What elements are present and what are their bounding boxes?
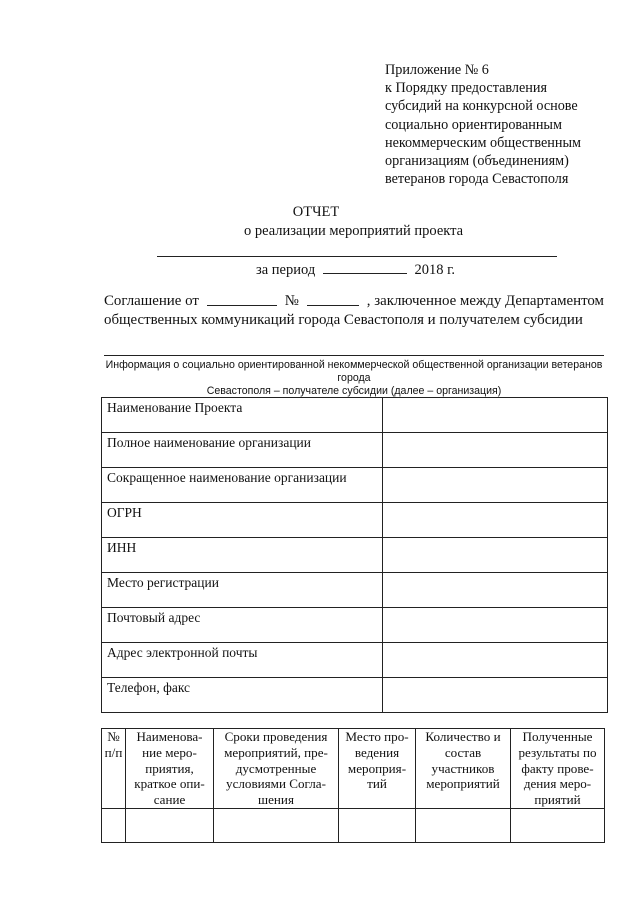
header-text: состав [444,744,482,760]
header-text: мероприя- [347,760,407,776]
project-name-blank [157,256,557,257]
appendix-line: субсидий на конкурсной основе [385,98,578,115]
organization-info-caption [104,359,604,398]
header-text: условиями Согла- [226,776,326,792]
table-row [102,808,605,842]
header-text: Полученные [522,729,593,744]
agreement-text [104,292,604,330]
header-cell-location [339,729,416,809]
report-title: ОТЧЕТ [292,204,340,220]
header-text: Количество и [425,729,501,744]
table-row [102,398,608,433]
organization-blank-line [104,355,604,356]
header-cell-participants [416,729,511,809]
empty-cell[interactable] [214,808,339,842]
row-label: ИНН [102,538,383,573]
events-header-row [102,729,605,809]
info-line-1: Информация о социально ориентированной некоммерческой общественной организации ветеранов города [105,359,603,384]
table-row [102,503,608,538]
row-label: Наименование Проекта [102,398,383,433]
agreement-from-label: Соглашение от [104,293,199,309]
header-text: сание [153,792,186,808]
header-text: мероприятий, пре- [224,744,328,760]
agreement-number-label: № [284,293,299,309]
empty-cell[interactable] [511,808,605,842]
row-label: Полное наименование организации [102,433,383,468]
appendix-line: социально ориентированным [385,116,562,133]
row-label: Телефон, факс [102,678,383,713]
header-text: результаты по [518,744,597,760]
appendix-line: организациям (объединениям) [385,153,569,170]
header-text: тий [367,776,387,792]
header-text: дения меро- [523,776,592,792]
header-text: шения [258,792,294,808]
header-text: краткое опи- [134,776,205,792]
empty-cell[interactable] [102,808,126,842]
empty-cell[interactable] [339,808,416,842]
period-prefix: за период [256,262,316,278]
row-label: ОГРН [102,503,383,538]
header-text: Место про- [345,729,409,744]
header-text: Наименова- [136,729,203,744]
table-row [102,643,608,678]
header-text: п/п [104,744,123,760]
row-value-cell[interactable] [383,433,608,468]
row-value-cell[interactable] [383,538,608,573]
row-label: Почтовый адрес [102,608,383,643]
row-value-cell[interactable] [383,503,608,538]
header-cell-results [511,729,605,809]
row-value-cell[interactable] [383,608,608,643]
header-text: участников [431,760,495,776]
appendix-line: Приложение № 6 [385,62,489,78]
agreement-line-2: общественных коммуникаций города Севастополя и получателем субсидии [104,312,583,328]
table-row [102,573,608,608]
header-text: Сроки проведения [224,729,328,744]
table-row [102,433,608,468]
row-value-cell[interactable] [383,398,608,433]
header-text: ведения [354,744,400,760]
header-cell-name [126,729,214,809]
table-row [102,538,608,573]
header-text: мероприятий [426,776,500,792]
row-value-cell[interactable] [383,573,608,608]
header-text: приятия, [145,760,194,776]
row-value-cell[interactable] [383,468,608,503]
info-line-2: Севастополя – получателе субсидии (далее – организация) [206,385,502,397]
agreement-date-blank [207,292,277,306]
appendix-block [385,61,581,188]
row-value-cell[interactable] [383,678,608,713]
report-subtitle: о реализации мероприятий проекта [244,223,464,239]
row-label: Место регистрации [102,573,383,608]
header-text: ние меро- [142,744,197,760]
agreement-number-blank [307,292,359,306]
header-cell-number [102,729,126,809]
row-label: Адрес электронной почты [102,643,383,678]
header-text: № [107,729,120,744]
empty-cell[interactable] [416,808,511,842]
period-year: 2018 г. [414,262,456,278]
events-table [101,728,605,843]
header-text: дусмотренные [235,760,317,776]
empty-cell[interactable] [126,808,214,842]
report-period [256,259,455,279]
table-row [102,678,608,713]
header-text: приятий [534,792,581,808]
appendix-line: к Порядку предоставления [385,80,547,97]
organization-table [101,397,608,713]
row-value-cell[interactable] [383,643,608,678]
appendix-line: ветеранов города Севастополя [385,171,569,188]
appendix-line: некоммерческим общественным [385,134,581,151]
header-cell-dates [214,729,339,809]
period-blank [323,259,407,274]
agreement-between-text: , заключенное между Департаментом [366,293,604,309]
header-text: факту прове- [521,760,594,776]
table-row [102,468,608,503]
table-row [102,608,608,643]
row-label: Сокращенное наименование организации [102,468,383,503]
